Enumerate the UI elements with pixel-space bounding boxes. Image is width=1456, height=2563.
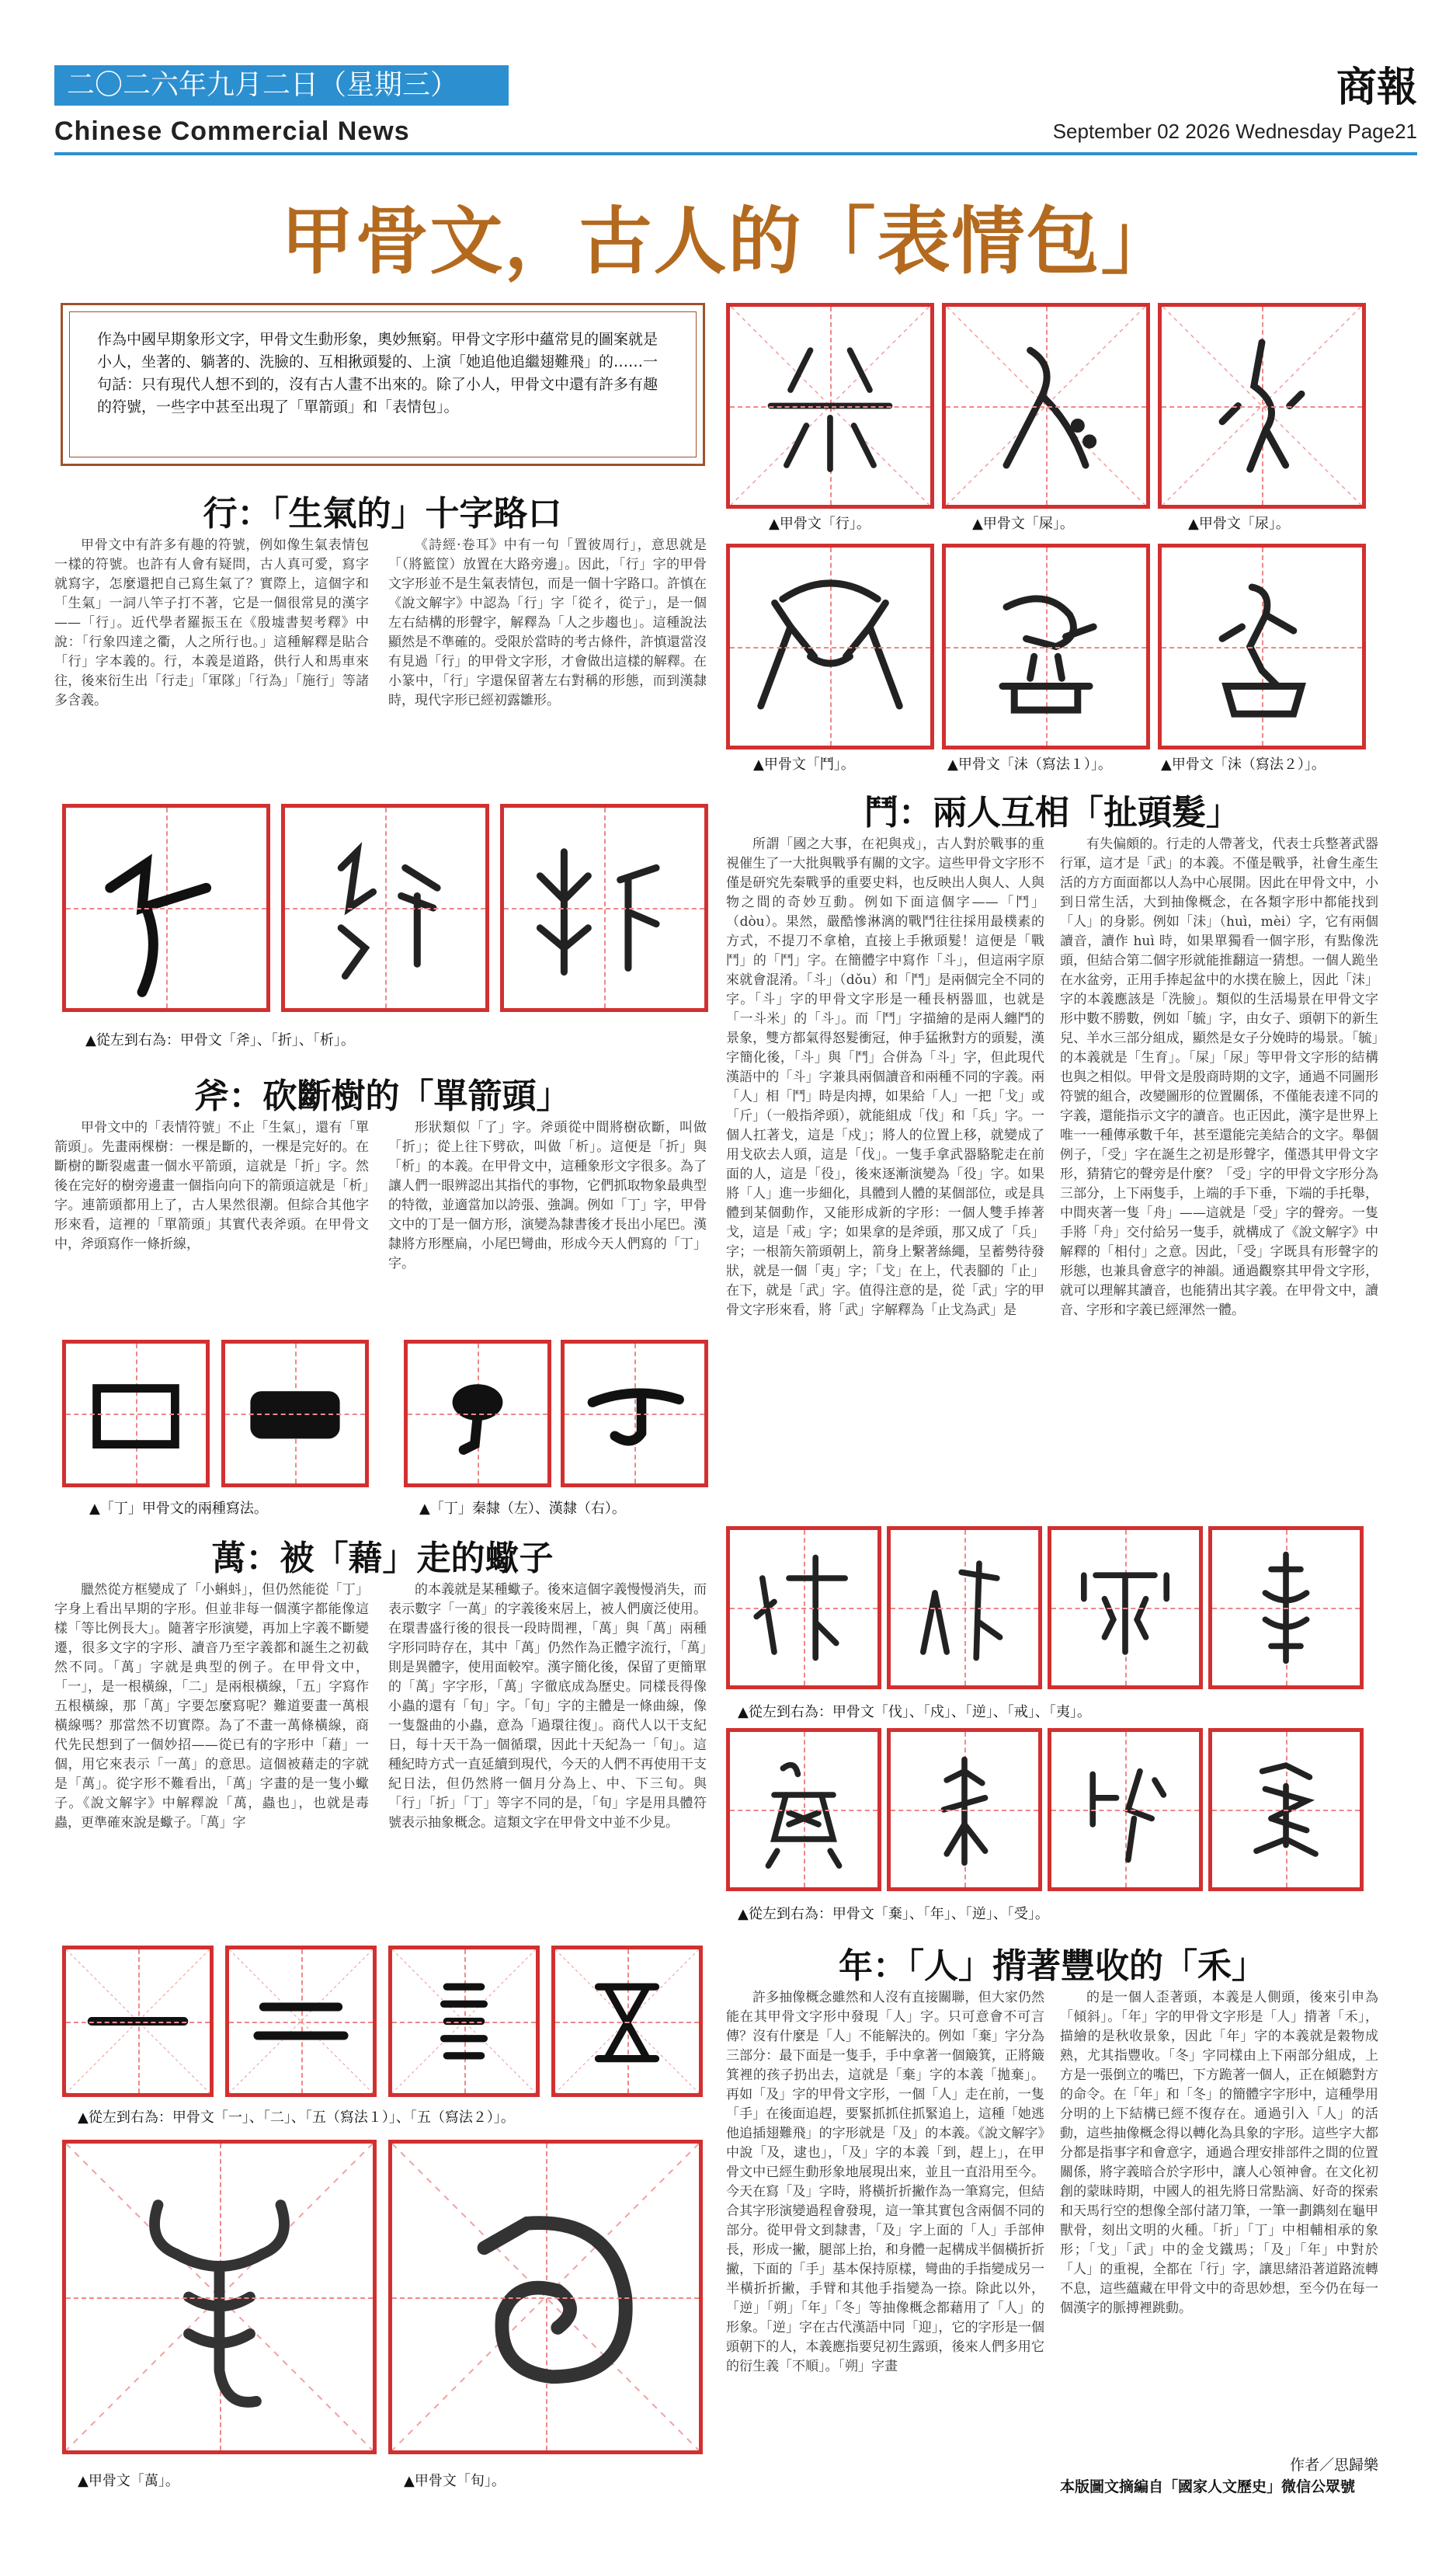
dou-col2 — [1060, 835, 1378, 1518]
glyph-mei1 — [942, 544, 1150, 749]
masthead-logo: 商報 — [1336, 64, 1417, 111]
glyph-dou — [726, 544, 934, 749]
header-rule — [54, 152, 1417, 155]
glyph-ding-d — [561, 1340, 708, 1487]
glyph-ding-b — [221, 1340, 369, 1487]
glyph-er — [225, 1946, 377, 2097]
glyph-nian — [887, 1728, 1042, 1891]
glyph-yi — [62, 1946, 214, 2097]
caption-wan: ▲甲骨文「萬」。 — [78, 2473, 179, 2489]
caption-dou: ▲甲骨文「鬥」。 — [753, 756, 855, 773]
fu-col1 — [54, 1118, 369, 1332]
glyph-xun — [388, 2140, 703, 2454]
heading-fu: 斧：砍斷樹的「單箭頭」 — [194, 1076, 571, 1116]
glyph-xing — [726, 303, 934, 509]
caption-xun: ▲甲骨文「旬」。 — [404, 2473, 506, 2489]
heading-wan: 萬：被「藉」走的蠍子 — [211, 1539, 554, 1578]
glyph-qi — [726, 1728, 881, 1891]
byline-author: 作者／思歸樂 — [1289, 2457, 1378, 2474]
wan-col2 — [388, 1581, 707, 1934]
glyph-shi — [942, 303, 1150, 509]
caption-mei1: ▲甲骨文「沬（寫法１）」。 — [947, 756, 1112, 773]
caption-qi: ▲從左到右為：甲骨文「棄」、「年」、「逆」、「受」。 — [738, 1906, 1049, 1922]
caption-mei2: ▲甲骨文「沬（寫法２）」。 — [1161, 756, 1326, 773]
glyph-shu — [887, 1526, 1042, 1689]
dou-col2-text: 有失偏頗的。行走的人帶著戈，代表士兵整著武器行軍，這才是「武」的本義。不僅是戰爭，社會生產生活的方方面面都以人為中心展開。因此在甲骨文中，小到日常生活，大到抽像概念，在各類字形中都能找到「人」的身影。例如「沬」（huì，mèi）字，它有兩個讀音，讀作 huì 時，如果單獨看一個字形，有點像洗頭，但結合第二個字形就能推翻這一猜想。一個人跪坐在水盆旁，正用手捧起盆中的水撲在臉上，因此「沬」字的本義應該是「洗臉」。類似的生活場景在甲骨文字形中數不勝數，例如「毓」字，由女子、頭朝下的新生兒、羊水三部分組成，顯然是女子分娩時的場景。「毓」的本義就是「生育」。「屎」「尿」等甲骨文字形的結構也與之相似。甲骨文是殷商時期的文字，通過不同圖形符號的組合，改變圖形的位置關係，不僅能表達不同的字義，還能指示文字的讀音。也正因此，漢字是世界上唯一一種傳承數千年，甚至還能完美結合的文字。舉個例子，「受」字在誕生之初是形聲字，僅憑其甲骨文字形，猜猜它的聲旁是什麼？「受」字的甲骨文字形分為三部分，上下兩隻手，上端的手下垂，下端的手托舉，中間夾著一隻「舟」——這就是「受」字的聲旁。一隻手將「舟」交付給另一隻手，就構成了《說文解字》中解釋的「相付」之意。因此，「受」字既具有形聲字的形態，也兼具會意字的神韻。通過觀察其甲骨文字形，就可以理解其讀音，也能猜出其字義。在甲骨文中，讀音、字形和字義已經渾然一體。 — [1060, 836, 1378, 1318]
wan-col2-text: 的本義就是某種蠍子。後來這個字義慢慢消失，而表示數字「一萬」的字義後來居上，被人們廣泛使用。在環書盛行後的很長一段時間裡，「萬」與「萬」兩種字形同時存在，其中「萬」仍然作為正體字流行，「萬」則是異體字，使用面較窄。漢字簡化後，保留了更簡單的「萬」字字形，「萬」字徹底成為歷史。同樣長得像小蟲的還有「旬」字。「旬」字的主體是一條曲線，像一隻盤曲的小蟲，意為「過環往復」。商代人以干支紀日，每十天干為一個循環，因此十天紀為一「旬」。這種紀時方式一直延續到現代，今天的人們不再使用干支紀日法，但仍然將一個月分為上、中、下三旬。與「行」「折」「丁」等字不同的是，「旬」字是用具體符號表示抽象概念。這類文字在甲骨文中並不少見。 — [388, 1582, 707, 1831]
heading-dou: 鬥：兩人互相「扯頭髮」 — [864, 793, 1240, 833]
glyph-zhe — [281, 804, 489, 1012]
heading-xing: 行：「生氣的」十字路口 — [203, 494, 562, 534]
xing-col1 — [54, 536, 369, 792]
xing-col2-text: 《詩經·卷耳》中有一句「置彼周行」，意思就是「（將籃筐）放置在大路旁邊」。因此，「行」字的甲骨文字形並不是生氣表情包，而是一個十字路口。許慎在《說文解字》中認為「行」字「從彳，從亍」，是一個左右結構的形聲字，解釋為「人之步趨也」。這種說法顯然是不準確的。受限於當時的考古條件，許慎還當沒有見過「行」的甲骨文字形，才會做出這樣的解釋。在小篆中，「行」字還保留著左右對稱的形態，而到漢隸時，現代字形已經初露雛形。 — [388, 537, 707, 708]
page-info: September 02 2026 Wednesday Page21 — [1052, 120, 1417, 143]
glyph-fu — [62, 804, 270, 1012]
paper-name-en: Chinese Commercial News — [54, 116, 410, 146]
glyph-ni — [1048, 1526, 1203, 1689]
dou-col1-text: 所謂「國之大事，在祀與戎」，古人對於戰事的重視催生了一大批與戰爭有關的文字。這些甲骨文字形不僅是研究先秦戰爭的重要史料，也反映出人與人、人與物之間的奇妙互動。例如下面這個字——「鬥」（dòu）。果然，嚴酷慘淋漓的戰鬥往往採用最樸素的方式，不提刀不拿槍，直接上手揪頭髮！這便是「戰鬥」的「鬥」字。在簡體字中寫作「斗」，但這兩字原來就會混淆。「斗」（dǒu）和「鬥」是兩個完全不同的字。「斗」字的甲骨文字形是一種長柄器皿，也就是「一斗米」的「斗」。而「鬥」字描繪的是兩人纏鬥的景象，雙方都氣得怒髮衝冠，伸手猛揪對方的頭髮，漢字簡化後，「斗」與「鬥」合併為「斗」字，但此現代漢語中的「斗」字兼具兩個讀音和兩種不同的字義。兩「人」相「鬥」時是肉搏，如果給「人」一把「戈」或「斤」（一般指斧頭），就能組成「伐」和「兵」字。一個人扛著戈，這是「戍」；將人的位置上移，就變成了用戈砍去人頭，這是「伐」。一隻手拿武器駱駝走在前面的人，這是「役」，後來逐漸演變為「役」字。如果將「人」進一步細化，具體到人體的某個部位，或是具體到某個動作，又能形成新的字形：一個人雙手捧著戈，這是「戒」字；如果拿的是斧頭，那又成了「兵」字；一根箭矢箭頭朝上，箭身上繫著絲繩，呈蓄勢待發狀，就是一個「夷」字；「戈」在上，代表腳的「止」在下，就是「武」字。值得注意的是，從「武」字的甲骨文字形來看，將「武」字解釋為「止戈為武」是 — [726, 836, 1044, 1318]
intro-text: 作為中國早期象形文字，甲骨文生動形象，奧妙無窮。甲骨文字形中蘊常見的圖案就是小人，坐著的、躺著的、洗臉的、互相揪頭髮的、上演「她追他追繼翅難飛」的……一句話：只有現代人想不到的，沒有古人畫不出來的。除了小人，甲骨文中還有許多有趣的符號，一些字中甚至出現了「單箭頭」和「表情包」。 — [97, 331, 659, 416]
nian-col2 — [1060, 1988, 1378, 2439]
caption-ding2: ▲「丁」秦隸（左）、漢隸（右）。 — [419, 1501, 626, 1517]
fu-col2-text: 形狀類似「了」字。斧頭從中間將樹砍斷，叫做「折」；從上往下劈砍，叫做「析」。這便是「折」與「析」的本義。在甲骨文中，這種象形文字很多。為了讓人們一眼辨認出其指代的事物，它們抓取物象最典型的特徵，並適當加以誇張、強調。例如「丁」字，甲骨文中的丁是一個方形，演變為隸書後才長出小尾巴。漢隸將方形壓扁，小尾巴彎曲，形成今天人們寫的「丁」字。 — [388, 1120, 707, 1271]
glyph-ding-c — [404, 1340, 551, 1487]
nian-col1 — [726, 1988, 1044, 2524]
glyph-ding-a — [62, 1340, 210, 1487]
fu-col2 — [388, 1118, 707, 1332]
intro-box — [61, 303, 705, 466]
glyph-fa — [726, 1526, 881, 1689]
wan-col1 — [54, 1581, 369, 1934]
caption-xing: ▲甲骨文「行」。 — [769, 516, 870, 532]
page-title: 甲骨文，古人的「表情包」 — [280, 200, 1176, 284]
nian-col2-text: 的是一個人歪著頭，本義是人側頭，後來引申為「傾斜」。「年」字的甲骨文字形是「人」揹著「禾」，描繪的是秋收景象，因此「年」字的本義就是穀物成熟，尤其指豐收。「冬」字同樣由上下兩部分組成，上方是一張倒立的嘴巴，下方跪著一個人，正在傾聽對方的命令。在「年」和「冬」的簡體字字形中，這種學用分明的上下結構已經不復存在。通過引入「人」的活動，這些抽像概念得以轉化為具象的字形。這些字大都分都是指事字和會意字，通過合理安排部件之間的位置關係，將字義暗合於字形中，讓人心領神會。在文化初創的蒙昧時期，中國人的祖先將日常點滴、好奇的探索和天馬行空的想像全部付諸刀筆，一筆一劃鐫刻在龜甲獸骨，刻出文明的火種。「折」「丁」中相輔相承的象形；「戈」「武」中的金戈鐵馬；「及」「年」中對於「人」的重視，全都在「行」字，讓思緒沿著道路流轉不息，這些蘊藏在甲骨文中的奇思妙想，至今仍在每一個漢字的脈搏裡跳動。 — [1060, 1990, 1378, 2316]
byline — [1060, 2454, 1378, 2498]
glyph-mei2 — [1158, 544, 1366, 749]
glyph-wu1 — [388, 1946, 540, 2097]
caption-fa: ▲從左到右為：甲骨文「伐」、「戍」、「逆」、「戒」、「夷」。 — [738, 1704, 1091, 1720]
nian-col1-text: 許多抽像概念雖然和人沒有直接關聯，但大家仍然能在其甲骨文字形中發現「人」字。只可意會不可言傳？沒有什麼是「人」不能解決的。例如「棄」字分為三部分：最下面是一隻手，手中拿著一個簸箕，正將簸箕裡的孩子扔出去，這就是「棄」字的本義「拋棄」。再如「及」字的甲骨文字形，一個「人」走在前，一隻「手」在後面追趕，要緊抓抓住抓緊追上，這種「她逃他追插翅難飛」的字形就是「及」的本義。《說文解字》中說「及，逮也」，「及」字的本義「到，趕上」，在甲骨文中已經生動形象地展現出來，並且一直沿用至今。今天在寫「及」字時，將橫折折撇作為一筆寫完，但結合其字形演變過程會發現，這一筆其實包含兩個不同的部分。從甲骨文到隸書，「及」字上面的「人」手部伸長，形成一撇，腿部上抬，和身體一起構成半個橫折折撇，下面的「手」基本保持原樣，彎曲的手指變成另一半橫折折撇，手臂和其他手指變為一捺。除此以外，「逆」「朔」「年」「冬」等抽像概念都藉用了「人」的形象。「逆」字在古代漢語中同「迎」，它的字形是一個頭朝下的人，本義應指要兒初生露頭，後來人們多用它的衍生義「不順」。「朔」字畫 — [726, 1990, 1044, 2374]
heading-nian: 年：「人」揹著豐收的「禾」 — [839, 1946, 1266, 1986]
xing-col2 — [388, 536, 707, 792]
caption-shi: ▲甲骨文「屎」。 — [972, 516, 1074, 532]
caption-fu: ▲從左到右為：甲骨文「斧」、「折」、「析」。 — [85, 1032, 355, 1048]
glyph-ni2 — [1048, 1728, 1203, 1891]
date-bar: 二〇二六年九月二日（星期三） — [54, 65, 509, 106]
glyph-wu2 — [551, 1946, 703, 2097]
glyph-jie — [1208, 1526, 1364, 1689]
glyph-shou — [1208, 1728, 1364, 1891]
dou-col1 — [726, 835, 1044, 1518]
caption-yi: ▲從左到右為：甲骨文「一」、「二」、「五（寫法１）」、「五（寫法２）」。 — [78, 2109, 515, 2126]
wan-col1-text: 臘然從方框變成了「小蝌蚪」，但仍然能從「丁」字身上看出早期的字形。但並非每一個漢字都能像這樣「等比例長大」。隨著字形演變，再加上字義不斷變遷，很多文字的字形、讀音乃至字義都和誕生之初截然不同。「萬」字就是典型的例子。在甲骨文中，「一」，是一根橫線，「二」是兩根橫線，「五」字寫作五根橫線，那「萬」字要怎麼寫呢？難道要畫一萬根橫線嗎？那當然不切實際。為了不畫一萬條橫線，商代先民想到了一個妙招——從已有的字形中「藉」一個，用它來表示「一萬」的意思。這個被藉走的字就是「萬」。從字形不難看出，「萬」字畫的是一隻小蠍子。《說文解字》中解釋說「萬，蟲也」，也就是毒蟲，更準確來說是蠍子。「萬」字 — [54, 1582, 369, 1831]
caption-ding1: ▲「丁」甲骨文的兩種寫法。 — [89, 1501, 268, 1517]
xing-col1-text: 甲骨文中有許多有趣的符號，例如像生氣表情包一樣的符號。也許有人會有疑問，古人真可愛，寫字就寫字，怎麼還把自己寫生氣了？實際上，這個字和「生氣」一詞八竿子打不著，它是一個很常見的漢字——「行」。近代學者羅振玉在《殷墟書契考釋》中說：「行象四達之衢，人之所行也。」這種解釋是貼合「行」字本義的。行，本義是道路，供行人和馬車來往，後來衍生出「行走」「軍隊」「行為」「施行」等諸多含義。 — [54, 537, 369, 708]
glyph-xi — [500, 804, 708, 1012]
glyph-niao — [1158, 303, 1366, 509]
byline-source: 本版圖文摘編自「國家人文歷史」微信公眾號 — [1060, 2478, 1356, 2495]
glyph-wan — [62, 2140, 377, 2454]
caption-niao: ▲甲骨文「尿」。 — [1188, 516, 1290, 532]
fu-col1-text: 甲骨文中的「表情符號」不止「生氣」，還有「單箭頭」。先畫兩棵樹：一棵是斷的，一棵是完好的。在斷樹的斷裂處畫一個水平箭頭，這就是「折」字。然後在完好的樹旁邊畫一個指向向下的箭頭這就是「析」字。連箭頭都用上了，古人果然很潮。但綜合其他字形來看，這裡的「單箭頭」其實代表斧頭。在甲骨文中，斧頭寫作一條折線， — [54, 1120, 369, 1252]
